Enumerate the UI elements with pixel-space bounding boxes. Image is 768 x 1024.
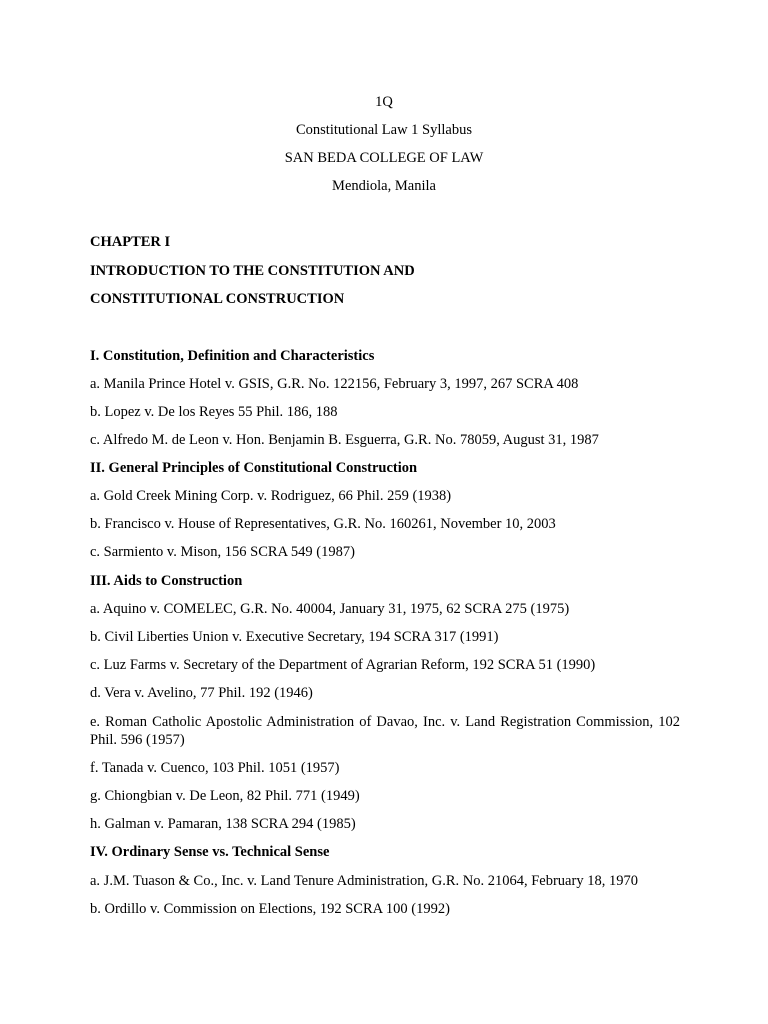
chapter-title-line-2: CONSTITUTIONAL CONSTRUCTION [90,291,345,307]
case-item: h. Galman v. Pamaran, 138 SCRA 294 (1985) [90,816,356,832]
case-item: g. Chiongbian v. De Leon, 82 Phil. 771 (1949) [90,788,360,804]
school-name: SAN BEDA COLLEGE OF LAW [284,150,484,166]
case-item: a. Gold Creek Mining Corp. v. Rodriguez, 66 Phil. 259 (1938) [90,488,452,504]
section-heading: III. Aids to Construction [90,573,243,589]
case-item: a. Aquino v. COMELEC, G.R. No. 40004, January 31, 1975, 62 SCRA 275 (1975) [90,601,570,617]
section-heading: I. Constitution, Definition and Characteristics [90,348,375,364]
case-item: d. Vera v. Avelino, 77 Phil. 192 (1946) [90,685,313,701]
case-item: a. J.M. Tuason & Co., Inc. v. Land Tenure Administration, G.R. No. 21064, February 18, 1970 [90,873,638,889]
case-item: b. Francisco v. House of Representatives, G.R. No. 160261, November 10, 2003 [90,516,556,532]
section-heading: II. General Principles of Constitutional Construction [90,460,418,476]
case-item: f. Tanada v. Cuenco, 103 Phil. 1051 (1957) [90,760,340,776]
case-item: c. Sarmiento v. Mison, 156 SCRA 549 (1987) [90,544,355,560]
case-item: b. Lopez v. De los Reyes 55 Phil. 186, 188 [90,404,338,420]
section-heading: IV. Ordinary Sense vs. Technical Sense [90,844,330,860]
case-item: a. Manila Prince Hotel v. GSIS, G.R. No. 122156, February 3, 1997, 267 SCRA 408 [90,376,579,392]
case-item: c. Alfredo M. de Leon v. Hon. Benjamin B. Esguerra, G.R. No. 78059, August 31, 1987 [90,432,599,448]
case-item: b. Civil Liberties Union v. Executive Secretary, 194 SCRA 317 (1991) [90,629,499,645]
chapter-label: CHAPTER I [90,234,171,250]
case-item: c. Luz Farms v. Secretary of the Department of Agrarian Reform, 192 SCRA 51 (1990) [90,657,596,673]
document-title: Constitutional Law 1 Syllabus [295,122,472,138]
case-item: e. Roman Catholic Apostolic Administration of Davao, Inc. v. Land Registration Commission, 102 Phil. 596 (1957) [90,714,680,748]
case-item: b. Ordillo v. Commission on Elections, 192 SCRA 100 (1992) [90,901,450,917]
document-code: 1Q [375,94,393,110]
school-location: Mendiola, Manila [332,178,436,194]
chapter-title-line-1: INTRODUCTION TO THE CONSTITUTION AND [90,263,415,279]
